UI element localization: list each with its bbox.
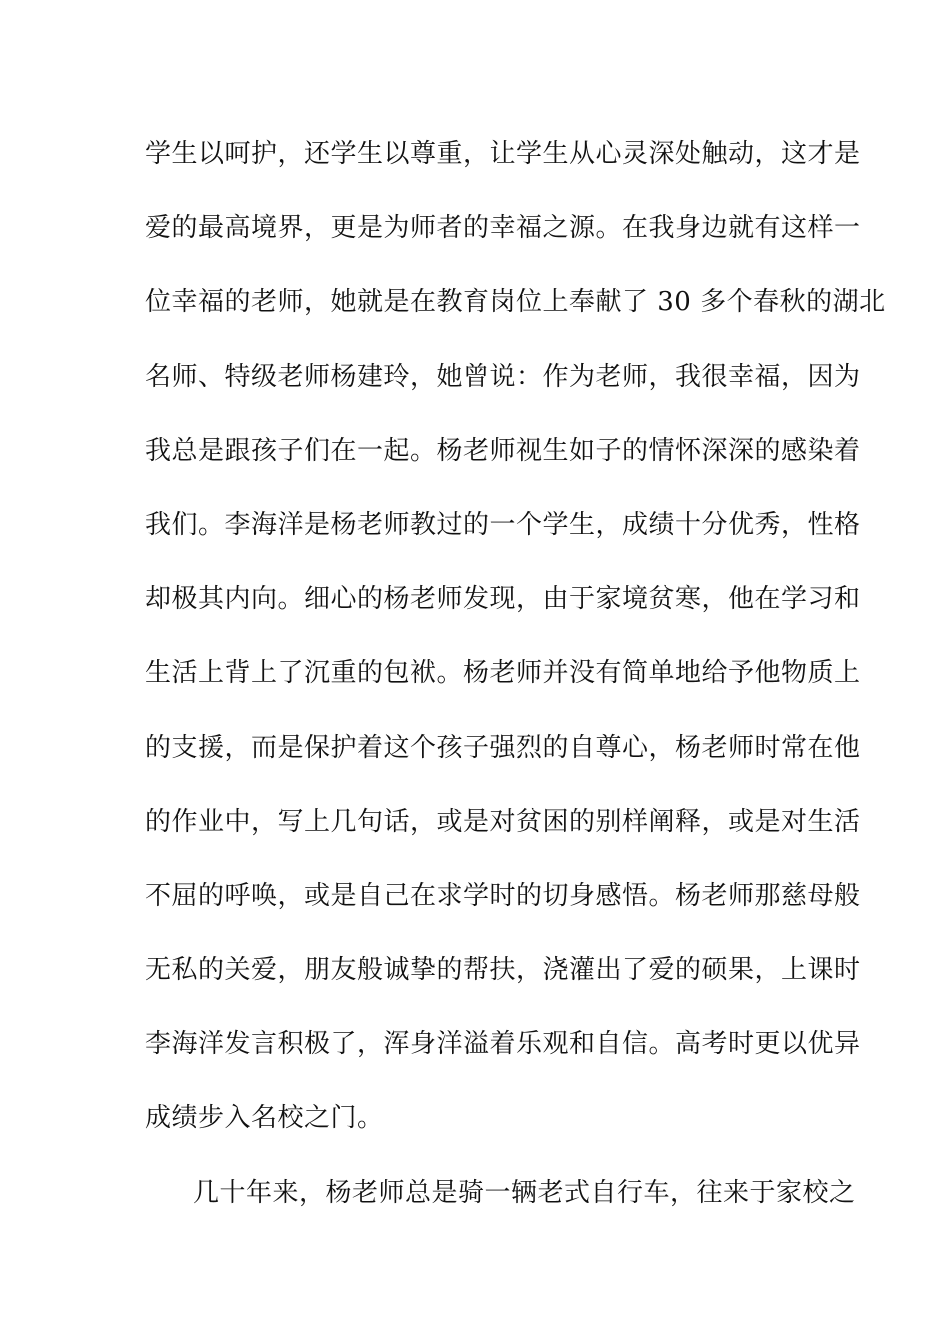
paragraph-2 — [145, 1168, 856, 1242]
text-line: 的支援，而是保护着这个孩子强烈的自尊心，杨老师时常在他 — [145, 732, 861, 763]
text-line: 无私的关爱，朋友般诚挚的帮扶，浇灌出了爱的硕果，上课时 — [145, 955, 861, 986]
text-line: 位幸福的老师，她就是在教育岗位上奉献了 30 多个春秋的湖北 — [145, 287, 886, 318]
text-line: 学生以呵护，还学生以尊重，让学生从心灵深处触动，这才是 — [145, 139, 861, 169]
text-line: 李海洋发言积极了，浑身洋溢着乐观和自信。高考时更以优异 — [145, 1029, 861, 1060]
text-line: 生活上背上了沉重的包袱。杨老师并没有简单地给予他物质上 — [145, 658, 861, 689]
text-line: 成绩步入名校之门。 — [145, 1103, 384, 1134]
text-line: 我总是跟孩子们在一起。杨老师视生如子的情怀深深的感染着 — [145, 435, 861, 466]
document-body — [145, 129, 886, 1242]
text-line: 我们。李海洋是杨老师教过的一个学生，成绩十分优秀，性格 — [145, 509, 861, 540]
text-line: 不屈的呼唤，或是自己在求学时的切身感悟。杨老师那慈母般 — [145, 880, 861, 911]
text-line: 的作业中，写上几句话，或是对贫困的别样阐释，或是对生活 — [145, 806, 861, 837]
text-line: 名师、特级老师杨建玲，她曾说：作为老师，我很幸福，因为 — [145, 361, 861, 392]
text-line: 爱的最高境界，更是为师者的幸福之源。在我身边就有这样一 — [145, 213, 861, 244]
text-line: 几十年来，杨老师总是骑一辆老式自行车，往来于家校之 — [193, 1177, 856, 1208]
text-line: 却极其内向。细心的杨老师发现，由于家境贫寒，他在学习和 — [145, 584, 861, 615]
paragraph-1 — [145, 129, 886, 1168]
